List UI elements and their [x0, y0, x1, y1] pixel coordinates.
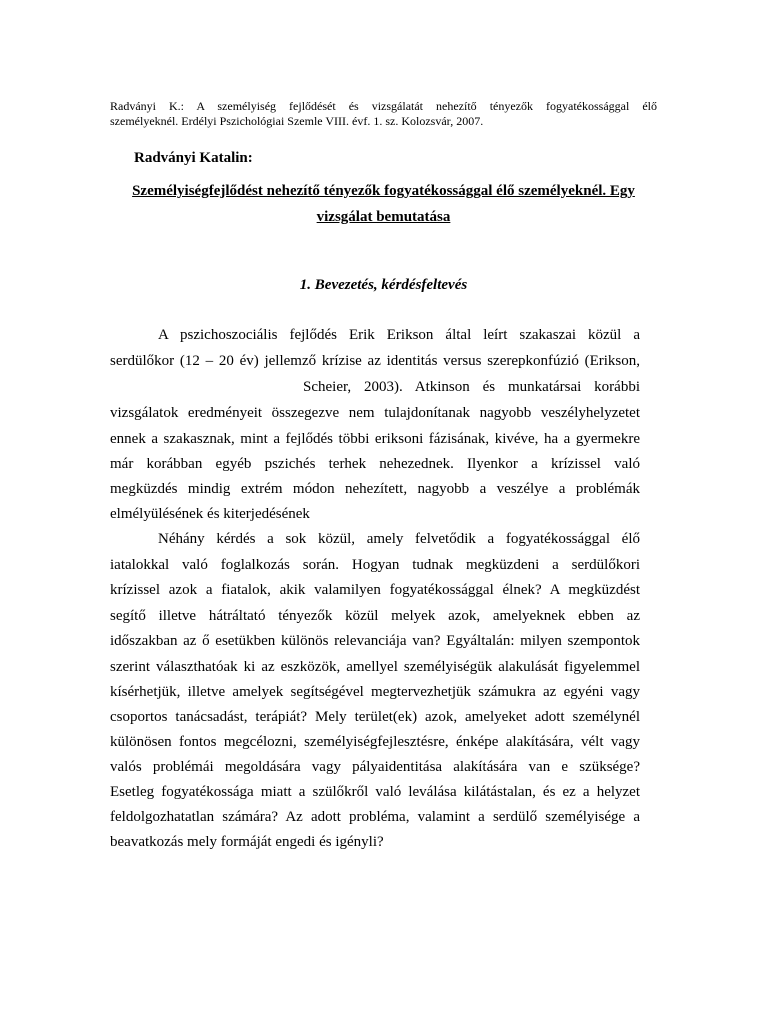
paragraph-line: iatalokkal való foglalkozás során. Hogyan tudnak megküzdeni a serdülőkori [110, 557, 640, 573]
paragraph-line: Néhány kérdés a sok közül, amely felvetődik a fogyatékossággal élő [158, 531, 640, 547]
citation-line: személyeknél. Erdélyi Pszichológiai Szemle VIII. évf. 1. sz. Kolozsvár, 2007. [110, 114, 484, 128]
paragraph-line: krízissel azok a fiatalok, akik valamilyen fogyatékossággal élnek? A megküzdést [110, 582, 640, 598]
paragraph-line: valós problémái megoldására vagy pályaidentitása alakítására van e szüksége? [110, 759, 640, 775]
paragraph-line: vizsgálatok eredményeit összegezve nem tulajdonítanak nagyobb veszélyhelyzetet [110, 405, 640, 421]
paragraph-line: már korábban egyéb pszichés terhek nehezednek. Ilyenkor a krízissel való [110, 456, 640, 472]
title-line: Személyiségfejlődést nehezítő tényezők fogyatékossággal élő személyeknél. Egy [132, 183, 635, 199]
paragraph-line: időszakban az ő esetükben különös relevanciája van? Egyáltalán: milyen szempontok [110, 633, 640, 649]
paragraph-line: csoportos tanácsadást, terápiát? Mely terület(ek) azok, amelyeket adott személynél [110, 709, 640, 725]
paragraph-line: serdülőkor (12 – 20 év) jellemző krízise az identitás versus szerepkonfúzió (Erikson, [110, 353, 640, 369]
paragraph-line: Scheier, 2003). Atkinson és munkatársai korábbi [303, 379, 640, 395]
paragraph-line: szerint választhatóak ki az eszközök, amellyel személyiségük alakulását figyelemmel [110, 659, 640, 675]
paragraph-line: különösen fontos megcélozni, személyiségfejlesztésre, énképe alakítására, vélt vagy [110, 734, 640, 750]
citation-line: Radványi K.: A személyiség fejlődését és vizsgálatát nehezítő tényezők fogyatékossággal élő [110, 99, 657, 113]
section-heading: 1. Bevezetés, kérdésfeltevés [299, 277, 468, 293]
author-name: Radványi Katalin: [134, 150, 253, 166]
paragraph-line: elmélyülésének és kiterjedésének [110, 506, 310, 522]
paragraph-line: segítő illetve hátráltató tényezők közül melyek azok, amelyeknek ebben az [110, 608, 640, 624]
title-line: vizsgálat bemutatása [316, 209, 451, 225]
citation-header [110, 99, 657, 129]
paragraph-line: A pszichoszociális fejlődés Erik Erikson által leírt szakaszai közül a [158, 327, 640, 343]
paragraph-line: beavatkozás mely formáját engedi és igényli? [110, 834, 384, 850]
paragraph-line: Esetleg fogyatékossága miatt a szülőkről való leválása kilátástalan, és ez a helyzet [110, 784, 640, 800]
paragraph-line: megküzdés mindig extrém módon nehezített, nagyobb a veszélye a problémák [110, 481, 640, 497]
paragraph-line: kísérhetjük, illetve amelyek segítségével megtervezhetjük számukra az egyéni vagy [110, 684, 640, 700]
article-title [110, 178, 657, 230]
paragraph-line: feldolgozhatatlan számára? Az adott probléma, valamint a serdülő személyisége a [110, 809, 640, 825]
paragraph-line: ennek a szakasznak, mint a fejlődés többi eriksoni fázisának, kivéve, ha a gyermekre [110, 431, 640, 447]
